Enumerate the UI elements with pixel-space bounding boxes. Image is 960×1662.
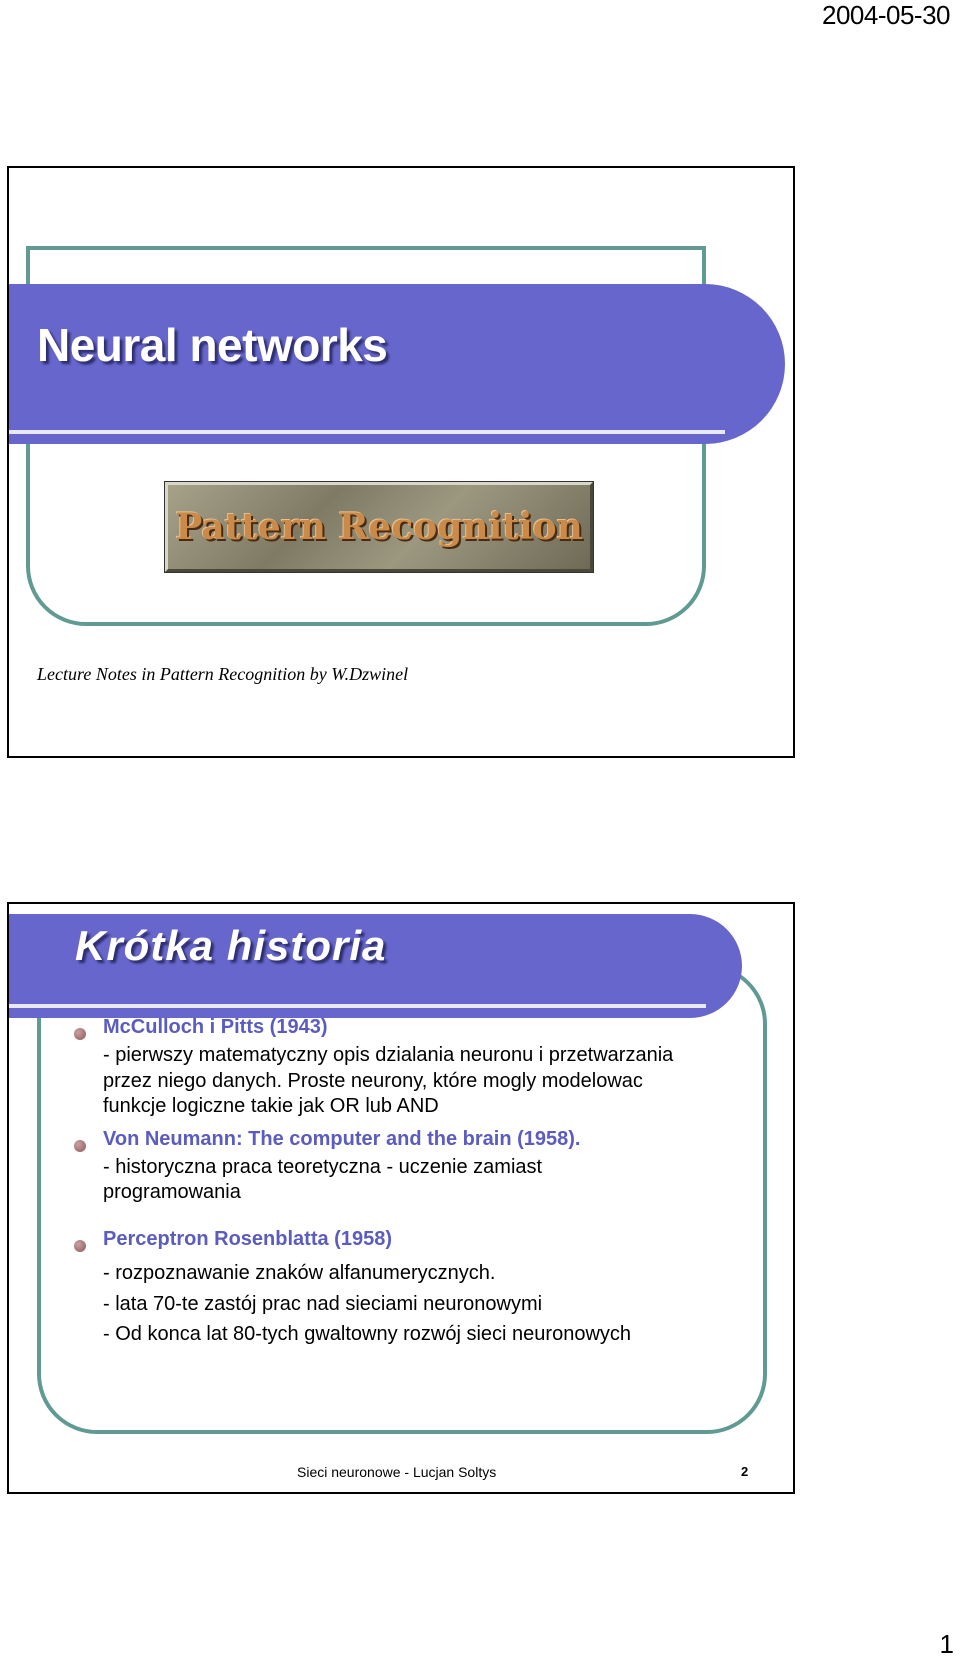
history-item-line: - historyczna praca teoretyczna - uczenie zamiast <box>103 1156 543 1178</box>
slide-footer: Sieci neuronowe - Lucjan Soltys <box>297 1464 497 1480</box>
slide-1-caption: Lecture Notes in Pattern Recognition by W.Dzwinel <box>37 664 409 684</box>
history-item-heading: McCulloch i Pitts (1943) <box>103 1016 328 1038</box>
bullet-icon <box>74 1028 86 1040</box>
history-item-line: - rozpoznawanie znaków alfanumerycznych. <box>103 1262 496 1284</box>
history-item-line: programowania <box>103 1181 241 1203</box>
banner-text: Pattern Recognition <box>175 506 583 548</box>
slide-1 <box>7 166 795 758</box>
slide-1-title-underline <box>9 430 725 434</box>
page-number: 1 <box>939 1629 954 1659</box>
history-item-heading: Von Neumann: The computer and the brain (1958). <box>103 1128 581 1150</box>
history-item-line: - lata 70-te zastój prac nad sieciami neuronowymi <box>103 1293 543 1315</box>
bullet-icon <box>74 1240 86 1252</box>
slide-2-title: Krótka historia <box>75 922 387 969</box>
page-date: 2004-05-30 <box>822 0 950 30</box>
history-item-line: - pierwszy matematyczny opis dzialania neuronu i przetwarzania <box>103 1044 674 1066</box>
history-item-line: funkcje logiczne takie jak OR lub AND <box>103 1095 439 1117</box>
slide-2 <box>7 902 795 1494</box>
slide-number: 2 <box>741 1464 749 1479</box>
slide-1-title: Neural networks <box>37 319 388 371</box>
history-item-line: przez niego danych. Proste neurony, które mogly modelowac <box>103 1070 643 1092</box>
slide-2-title-underline <box>9 1004 706 1008</box>
history-item-line: - Od konca lat 80-tych gwaltowny rozwój sieci neuronowych <box>103 1323 632 1345</box>
pattern-recognition-banner-image <box>165 482 593 572</box>
bullet-icon <box>74 1140 86 1152</box>
history-item-heading: Perceptron Rosenblatta (1958) <box>103 1228 392 1250</box>
